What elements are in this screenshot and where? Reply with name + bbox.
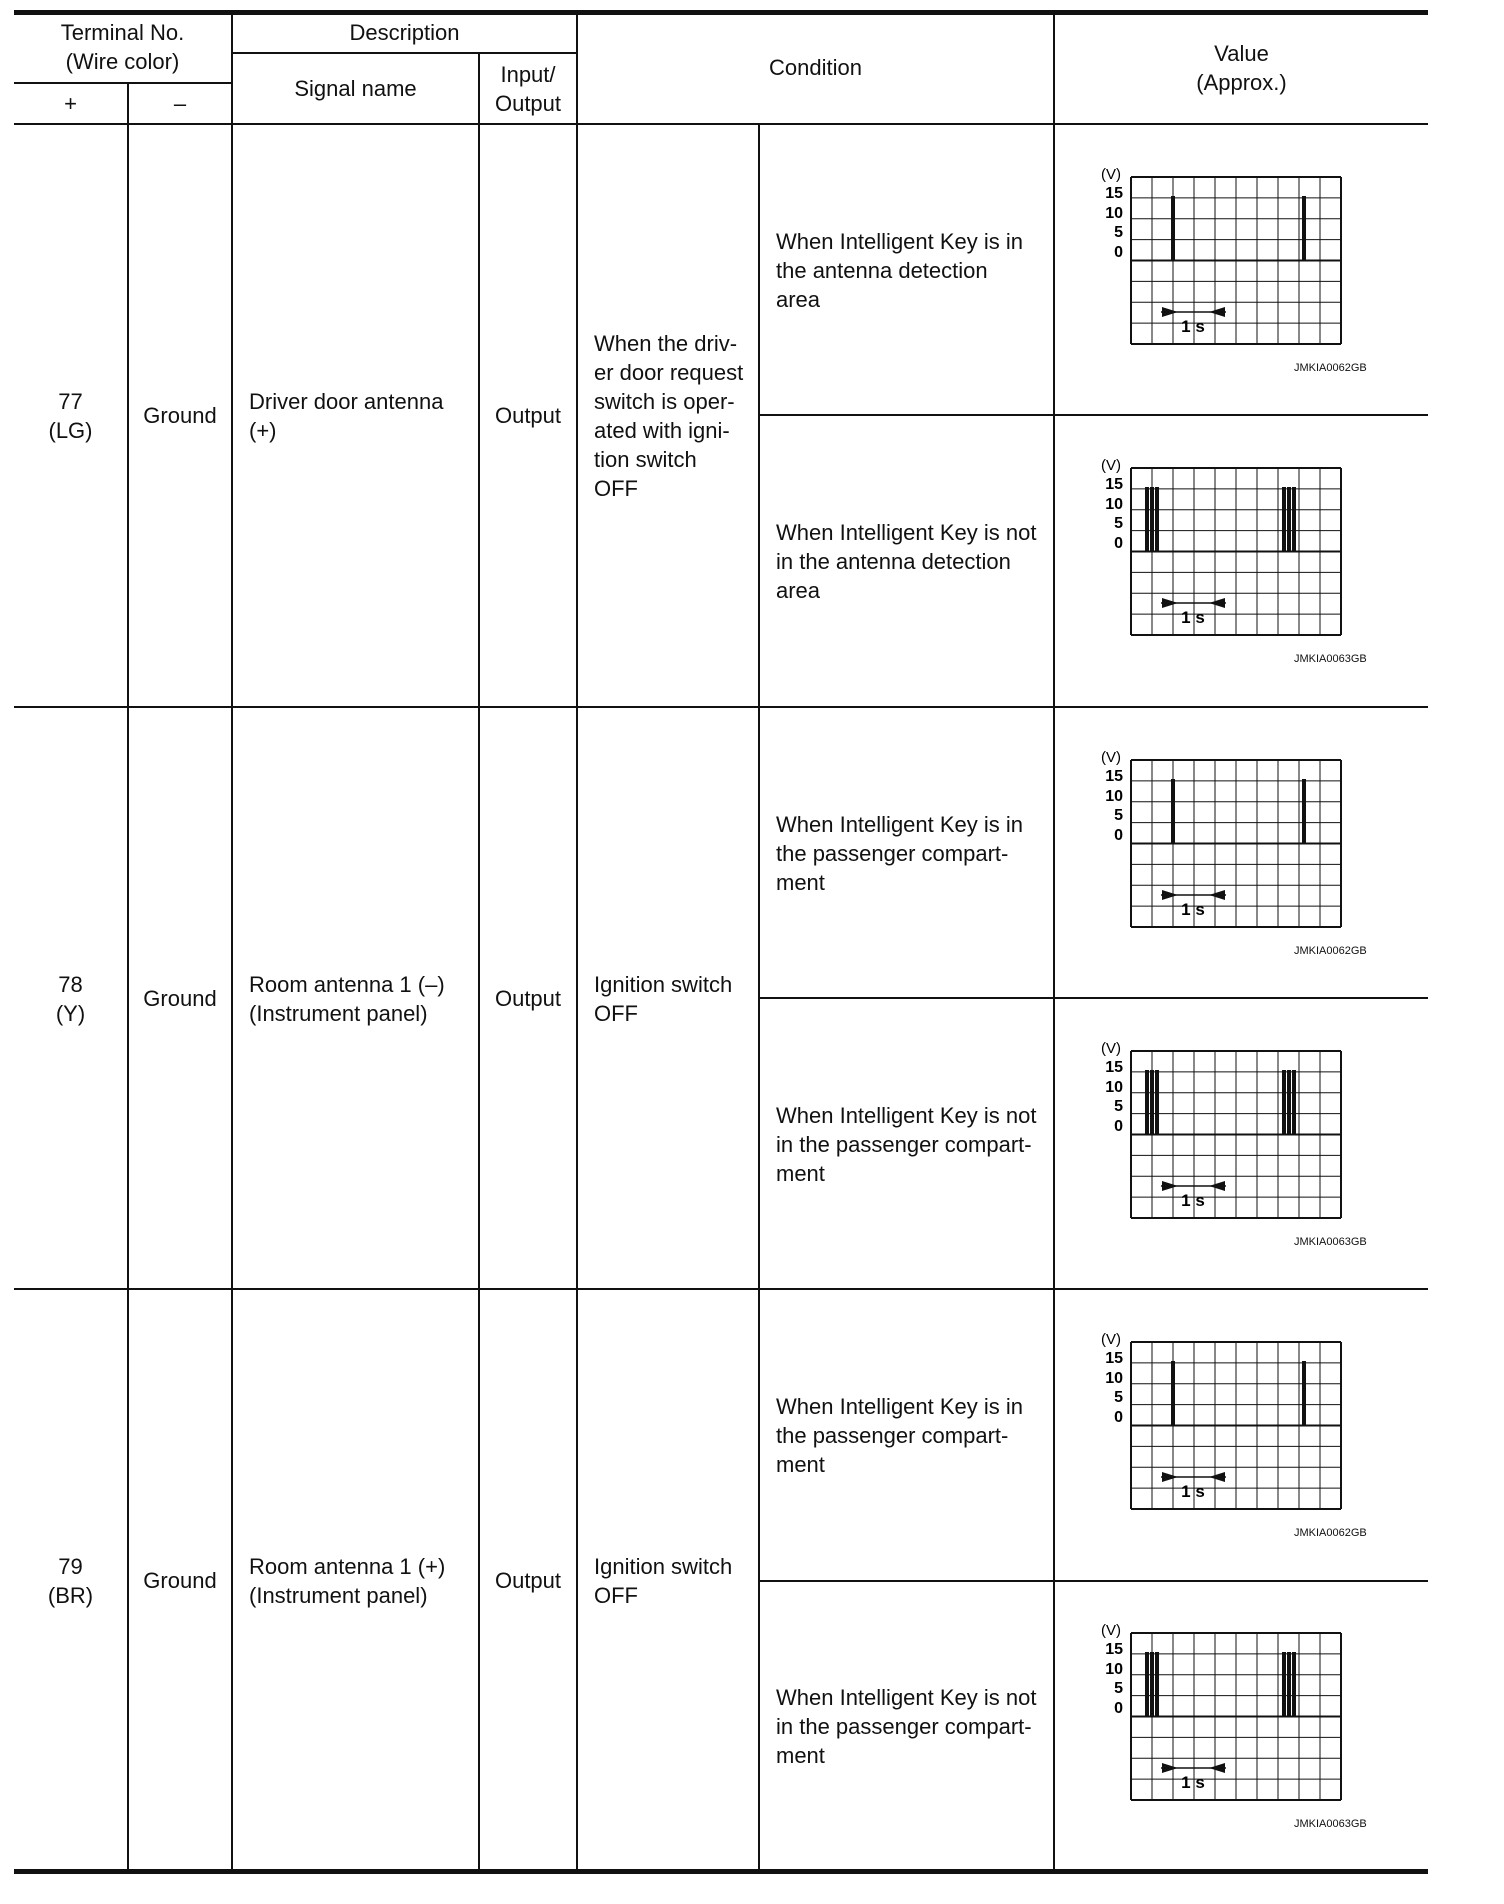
waveform-pulse: [1288, 1653, 1290, 1717]
waveform-pulse: [1293, 488, 1295, 552]
timebase-arrowhead: [1209, 307, 1225, 317]
waveform-tick-label: 5: [1114, 1680, 1123, 1697]
waveform-tick-label: 10: [1105, 496, 1123, 513]
timebase-label: 1 s: [1181, 1482, 1205, 1501]
waveform-unit: (V): [1101, 457, 1121, 474]
waveform-pulse: [1288, 488, 1290, 552]
input-output: Output: [494, 1568, 562, 1593]
sub-condition: When Intelligent Key is not in the passenger compart- ment: [776, 1684, 1037, 1768]
waveform-tick-label: 15: [1105, 1641, 1123, 1658]
waveform-pulse: [1303, 197, 1305, 261]
waveform-pulse: [1283, 1071, 1285, 1135]
header-input-output: Input/ Output: [494, 61, 562, 116]
timebase-label: 1 s: [1181, 900, 1205, 919]
waveform-pulse: [1151, 1071, 1153, 1135]
timebase-arrowhead: [1209, 1763, 1225, 1773]
sub-condition: When Intelligent Key is in the antenna detection area: [776, 228, 1024, 312]
header-signal-name: Signal name: [294, 76, 417, 101]
waveform-pulse: [1172, 780, 1174, 844]
waveform-tick-label: 5: [1114, 1098, 1123, 1115]
waveform-tick-label: 10: [1105, 788, 1123, 805]
signal-name: Room antenna 1 (+) (Instrument panel): [249, 1553, 446, 1608]
waveform-svg: [1098, 165, 1378, 365]
waveform-figure: [1098, 748, 1378, 948]
waveform-tick-label: 0: [1114, 244, 1123, 261]
waveform-pulse: [1293, 1653, 1295, 1717]
waveform-tick-label: 0: [1114, 1700, 1123, 1717]
waveform-pulse: [1146, 1071, 1148, 1135]
header-plus: +: [64, 91, 77, 116]
timebase-arrowhead: [1162, 307, 1178, 317]
condition: When the driv- er door request switch is oper- ated with igni- tion switch OFF: [594, 330, 744, 501]
figure-id: JMKIA0063GB: [1294, 653, 1367, 665]
header-minus: –: [173, 91, 187, 116]
waveform-tick-label: 15: [1105, 1350, 1123, 1367]
figure-id: JMKIA0062GB: [1294, 362, 1367, 374]
sub-condition: When Intelligent Key is in the passenger compart- ment: [776, 811, 1024, 895]
signal-name: Driver door antenna (+): [249, 388, 444, 443]
waveform-unit: (V): [1101, 166, 1121, 183]
waveform-tick-label: 15: [1105, 476, 1123, 493]
waveform-figure: [1098, 1039, 1378, 1239]
timebase-arrowhead: [1209, 1472, 1225, 1482]
waveform-tick-label: 5: [1114, 807, 1123, 824]
waveform-tick-label: 0: [1114, 1118, 1123, 1135]
waveform-pulse: [1303, 780, 1305, 844]
waveform-pulse: [1156, 488, 1158, 552]
figure-id: JMKIA0063GB: [1294, 1236, 1367, 1248]
timebase-label: 1 s: [1181, 608, 1205, 627]
terminal-number: 79 (BR): [47, 1553, 94, 1608]
waveform-figure: [1098, 456, 1378, 656]
waveform-tick-label: 5: [1114, 515, 1123, 532]
waveform-pulse: [1146, 1653, 1148, 1717]
waveform-pulse: [1151, 488, 1153, 552]
header-description: Description: [349, 19, 460, 45]
waveform-figure: [1098, 165, 1378, 365]
timebase-arrowhead: [1209, 1181, 1225, 1191]
waveform-tick-label: 15: [1105, 185, 1123, 202]
waveform-tick-label: 0: [1114, 1409, 1123, 1426]
waveform-unit: (V): [1101, 1040, 1121, 1057]
figure-id: JMKIA0062GB: [1294, 1527, 1367, 1539]
signal-name: Room antenna 1 (–) (Instrument panel): [249, 971, 445, 1026]
timebase-arrowhead: [1162, 1763, 1178, 1773]
input-output: Output: [494, 403, 562, 428]
waveform-tick-label: 15: [1105, 1059, 1123, 1076]
waveform-pulse: [1172, 1362, 1174, 1426]
waveform-tick-label: 10: [1105, 1661, 1123, 1678]
timebase-label: 1 s: [1181, 317, 1205, 336]
ground-terminal: Ground: [143, 403, 217, 428]
waveform-svg: [1098, 1621, 1378, 1821]
waveform-tick-label: 5: [1114, 224, 1123, 241]
timebase-label: 1 s: [1181, 1191, 1205, 1210]
waveform-pulse: [1283, 488, 1285, 552]
header-terminal-no: Terminal No. (Wire color): [60, 20, 185, 74]
sub-condition: When Intelligent Key is in the passenger compart- ment: [776, 1393, 1024, 1477]
waveform-pulse: [1293, 1071, 1295, 1135]
waveform-svg: [1098, 748, 1378, 948]
header-condition: Condition: [769, 55, 862, 80]
waveform-svg: [1098, 1330, 1378, 1530]
timebase-arrowhead: [1209, 598, 1225, 608]
timebase-arrowhead: [1162, 890, 1178, 900]
condition: Ignition switch OFF: [594, 971, 733, 1026]
waveform-tick-label: 0: [1114, 827, 1123, 844]
waveform-unit: (V): [1101, 749, 1121, 766]
waveform-tick-label: 10: [1105, 1370, 1123, 1387]
timebase-arrowhead: [1162, 1181, 1178, 1191]
ground-terminal: Ground: [143, 986, 217, 1011]
waveform-pulse: [1303, 1362, 1305, 1426]
timebase-arrowhead: [1162, 598, 1178, 608]
waveform-pulse: [1146, 488, 1148, 552]
timebase-arrowhead: [1162, 1472, 1178, 1482]
sub-condition: When Intelligent Key is not in the antenna detection area: [776, 519, 1037, 603]
waveform-unit: (V): [1101, 1331, 1121, 1348]
waveform-tick-label: 10: [1105, 205, 1123, 222]
timebase-arrowhead: [1209, 890, 1225, 900]
col-rule-value: [1053, 12, 1055, 1871]
waveform-pulse: [1288, 1071, 1290, 1135]
waveform-pulse: [1156, 1653, 1158, 1717]
ground-terminal: Ground: [143, 1568, 217, 1593]
waveform-tick-label: 15: [1105, 768, 1123, 785]
figure-id: JMKIA0062GB: [1294, 945, 1367, 957]
waveform-tick-label: 5: [1114, 1389, 1123, 1406]
waveform-pulse: [1283, 1653, 1285, 1717]
waveform-pulse: [1172, 197, 1174, 261]
waveform-svg: [1098, 1039, 1378, 1239]
sub-condition: When Intelligent Key is not in the passenger compart- ment: [776, 1102, 1037, 1186]
header-value: Value (Approx.): [1196, 40, 1287, 95]
timebase-label: 1 s: [1181, 1773, 1205, 1792]
waveform-unit: (V): [1101, 1622, 1121, 1639]
waveform-figure: [1098, 1330, 1378, 1530]
waveform-pulse: [1151, 1653, 1153, 1717]
waveform-pulse: [1156, 1071, 1158, 1135]
waveform-tick-label: 10: [1105, 1079, 1123, 1096]
waveform-figure: [1098, 1621, 1378, 1821]
input-output: Output: [494, 986, 562, 1011]
condition: Ignition switch OFF: [594, 1553, 733, 1608]
figure-id: JMKIA0063GB: [1294, 1818, 1367, 1830]
waveform-tick-label: 0: [1114, 535, 1123, 552]
terminal-number: 77 (LG): [48, 388, 93, 443]
waveform-svg: [1098, 456, 1378, 656]
terminal-number: 78 (Y): [55, 971, 86, 1026]
